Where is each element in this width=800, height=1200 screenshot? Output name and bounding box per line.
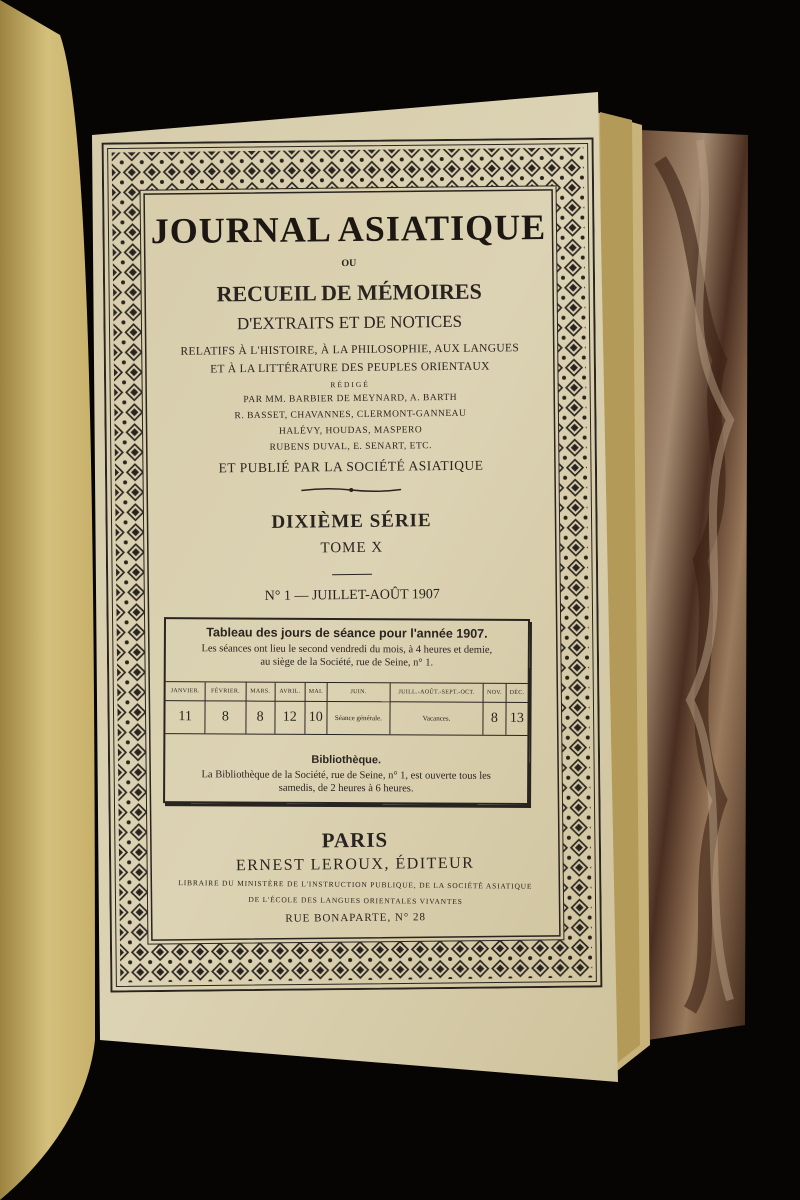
publisher-address: RUE BONAPARTE, N° 28 xyxy=(285,911,427,925)
library-line-1: La Bibliothèque de la Société, rue de Seine, n° 1, est ouverte tous les xyxy=(201,769,491,782)
meeting-day: Vacances. xyxy=(390,702,483,735)
meeting-day: 10 xyxy=(305,701,327,734)
authors-line-2: R. BASSET, CHAVANNES, CLERMONT-GANNEAU xyxy=(234,408,467,422)
month-header: JANVIER. xyxy=(166,682,206,701)
redige-label: RÉDIGÉ xyxy=(330,379,370,390)
schedule-line-2: au siège de la Société, rue de Seine, n° 1. xyxy=(260,656,434,669)
month-header: JUIN. xyxy=(327,683,390,702)
subtitle-litterature: ET À LA LITTÉRATURE DES PEUPLES ORIENTAUX xyxy=(210,360,490,376)
authors-line-1: PAR MM. BARBIER DE MEYNARD, A. BARTH xyxy=(243,392,458,406)
schedule-table xyxy=(165,681,527,736)
meeting-day: 8 xyxy=(483,702,506,735)
month-header: DÉC. xyxy=(506,684,528,703)
journal-title: JOURNAL ASIATIQUE xyxy=(150,206,547,252)
month-header: AVRIL. xyxy=(275,683,305,702)
month-header: MAI. xyxy=(305,683,327,702)
library-heading: Bibliothèque. xyxy=(311,753,382,767)
meeting-day: 8 xyxy=(205,701,246,734)
authors-line-4: RUBENS DUVAL, E. SENART, ETC. xyxy=(269,441,433,453)
ornamental-rule xyxy=(301,485,401,494)
authors-line-3: HALÉVY, HOUDAS, MASPERO xyxy=(278,425,423,437)
publisher-statement: ET PUBLIÉ PAR LA SOCIÉTÉ ASIATIQUE xyxy=(218,457,484,476)
month-header: NOV. xyxy=(483,684,506,703)
issue-number: N° 1 — JUILLET-AOÛT 1907 xyxy=(264,587,440,604)
meeting-schedule-box xyxy=(163,617,530,805)
subtitle-recueil: RECUEIL DE MÉMOIRES xyxy=(216,278,482,307)
volume-label: TOME X xyxy=(320,539,384,557)
library-line-2: samedis, de 2 heures à 6 heures. xyxy=(278,782,414,795)
month-header: MARS. xyxy=(246,683,275,702)
meeting-day: Séance générale. xyxy=(327,701,390,734)
meeting-day: 12 xyxy=(275,701,305,734)
publisher-name: ERNEST LEROUX, ÉDITEUR xyxy=(235,854,475,875)
title-page-frame xyxy=(102,137,603,992)
schedule-line-1: Les séances ont lieu le second vendredi du mois, à 4 heures et demie, xyxy=(201,643,493,656)
month-header: FÉVRIER. xyxy=(205,682,245,701)
publisher-city: PARIS xyxy=(321,827,389,853)
series-label: DIXIÈME SÉRIE xyxy=(271,510,432,533)
subtitle-relatifs: RELATIFS À L'HISTOIRE, À LA PHILOSOPHIE, AUX LANGUES xyxy=(180,342,520,358)
subtitle-extraits: D'EXTRAITS ET DE NOTICES xyxy=(236,311,463,334)
divider-rule xyxy=(332,574,372,575)
month-header: JUILL.-AOÛT.-SEPT.-OCT. xyxy=(390,683,483,702)
subtitle-ou: OU xyxy=(341,257,357,270)
publisher-line-1: LIBRAIRE DU MINISTÈRE DE L'INSTRUCTION PUBLIQUE, DE LA SOCIÉTÉ ASIATIQUE xyxy=(178,878,533,891)
title-page-content xyxy=(146,194,558,958)
meeting-day: 8 xyxy=(245,701,274,734)
schedule-heading: Tableau des jours de séance pour l'année 1907. xyxy=(206,625,488,641)
meeting-day: 13 xyxy=(509,710,524,726)
meeting-day: 11 xyxy=(165,701,205,734)
publisher-line-2: DE L'ÉCOLE DES LANGUES ORIENTALES VIVANTES xyxy=(248,894,463,907)
